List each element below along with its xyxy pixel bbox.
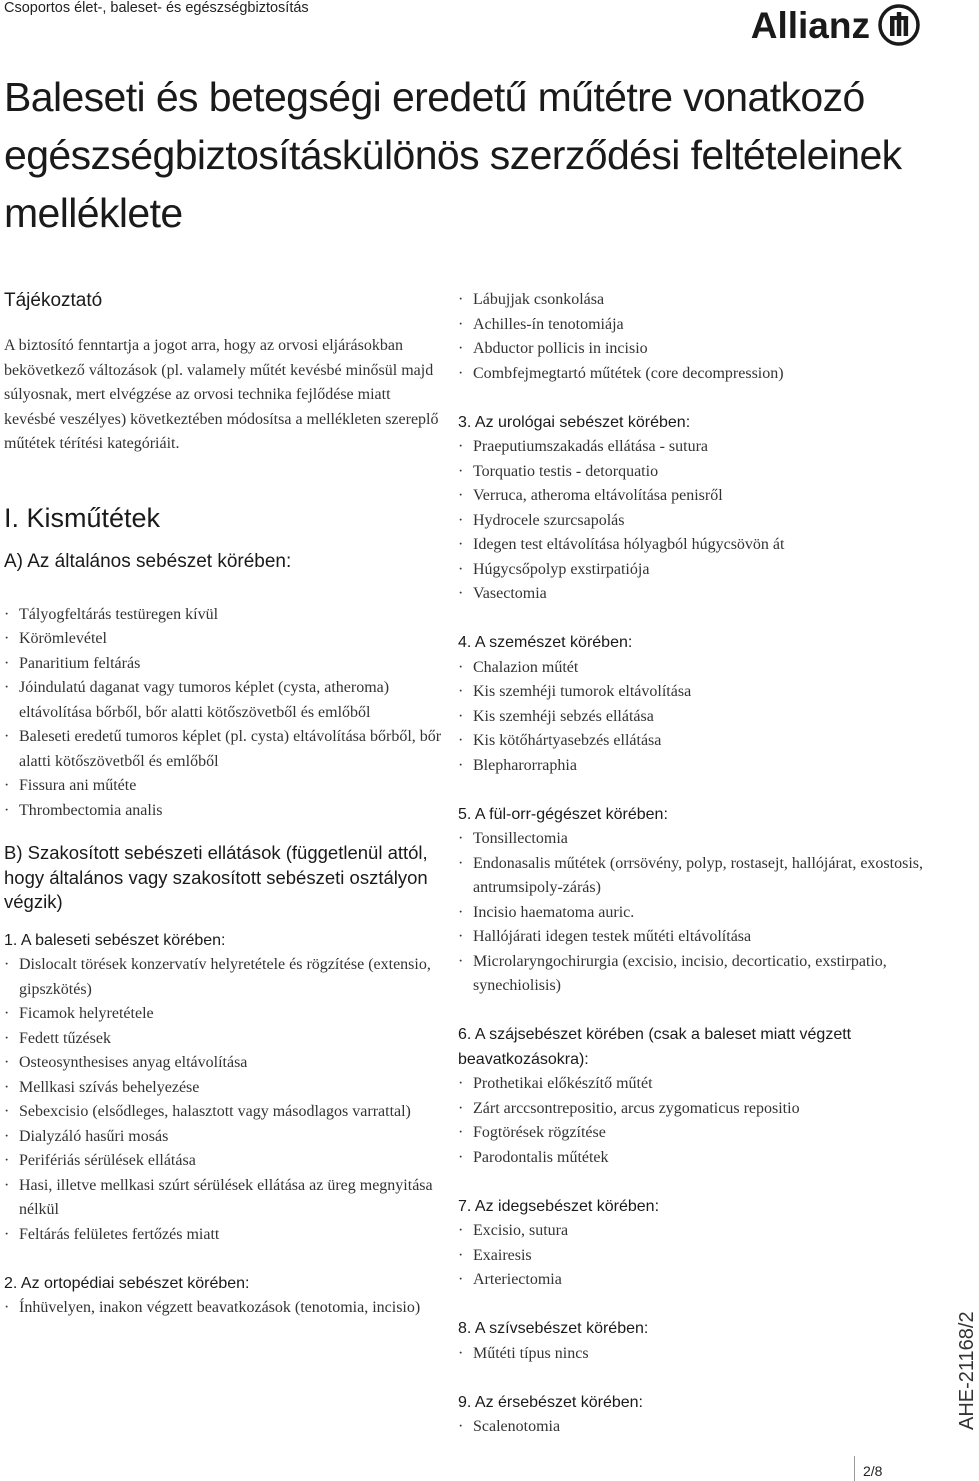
document-code-container: [930, 1311, 978, 1430]
list-item: · Tályogfeltárás testüregen kívül: [4, 603, 444, 628]
group-ful-orr-gegeszet: [458, 803, 948, 999]
group-list: [458, 288, 948, 386]
list-item: · Chalazion műtét: [458, 656, 948, 681]
list-item: · Thrombectomia analis: [4, 799, 444, 824]
group-list: [458, 435, 948, 607]
list-item: · Praeputiumszakadás ellátása - sutura: [458, 435, 948, 460]
group-list: [458, 1072, 948, 1170]
group-list: [458, 656, 948, 779]
list-item: · Sebexcisio (elsődleges, halasztott vagy másodlagos varrattal): [4, 1100, 444, 1125]
group-list: [458, 1415, 948, 1440]
list-item: · Prothetikai előkészítő műtét: [458, 1072, 948, 1097]
group-szemeszet: [458, 631, 948, 778]
group-heading: 5. A fül-orr-gégészet körében:: [458, 805, 668, 823]
group-list: [458, 1342, 948, 1367]
group-ortopediai-continued: [458, 288, 948, 386]
group-heading: 3. Az urológai sebészet körében:: [458, 413, 691, 431]
left-column: [4, 282, 444, 1321]
page-title: Baleseti és betegségi eredetű műtétre vonatkozó egészségbiztosításkülönös szerződési feltételeinek melléklete: [4, 74, 902, 236]
list-item: · Exairesis: [458, 1244, 948, 1269]
info-text-block: [4, 334, 444, 457]
list-item: · Kis szemhéji sebzés ellátása: [458, 705, 948, 730]
document-code: AHE-21168/2: [956, 1311, 978, 1430]
list-item: · Dialyzáló hasűri mosás: [4, 1125, 444, 1150]
list-item: · Baleseti eredetű tumoros képlet (pl. cysta) eltávolítása bőrből, bőr alatti kötőszövetből és emlőből: [4, 725, 444, 774]
list-item: · Dislocalt törések konzervatív helyretétele és rögzítése (extensio, gipszkötés): [4, 953, 444, 1002]
list-item: · Tonsillectomia: [458, 827, 948, 852]
group-idegsebeszet: [458, 1195, 948, 1293]
list-item: · Osteosynthesises anyag eltávolítása: [4, 1051, 444, 1076]
header-category: Csoportos élet-, baleset- és egészségbiztosítás: [4, 0, 309, 16]
group-list: [4, 1296, 444, 1321]
page-number-divider: [854, 1456, 855, 1481]
list-item: · Combfejmegtartó műtétek (core decompression): [458, 362, 948, 387]
list-item: · Hasi, illetve mellkasi szúrt sérülések ellátása az üreg megnyitása nélkül: [4, 1174, 444, 1223]
allianz-logo: [751, 4, 920, 46]
info-text: A biztosító fenntartja a jogot arra, hogy az orvosi eljárásokban bekövetkező változások (pl. valamely műtét kevésbé minősül majd súlyosnak, mert elvégzése az orvosi technika fejlődése miatt kevésbé veszélyes) következtében módosítsa a mellékleten szereplő műtétek térítési kategóriáit.: [4, 337, 439, 452]
allianz-eagle-icon: [878, 4, 920, 46]
list-item: · Fedett tűzések: [4, 1027, 444, 1052]
list-item: · Incisio haematoma auric.: [458, 901, 948, 926]
list-item: · Achilles-ín tenotomiája: [458, 313, 948, 338]
list-item: · Hallójárati idegen testek műtéti eltávolítása: [458, 925, 948, 950]
group-heading: 8. A szívsebészet körében:: [458, 1320, 649, 1337]
list-item: · Jóindulatú daganat vagy tumoros képlet (cysta, atheroma) eltávolítása bőrből, bőr alatti kötőszövetből és emlőből: [4, 676, 444, 725]
page-number: 2/8: [863, 1463, 883, 1479]
group-heading: 6. A szájsebészet körében (csak a baleset miatt végzett beavatkozásokra):: [458, 1026, 852, 1068]
list-item: · Verruca, atheroma eltávolítása penisről: [458, 484, 948, 509]
group-list: [458, 1219, 948, 1293]
group-heading: 2. Az ortopédiai sebészet körében:: [4, 1274, 250, 1292]
list-item: · Scalenotomia: [458, 1415, 948, 1440]
list-item: · Microlaryngochirurgia (excisio, incisio, decorticatio, exstirpatio, synechiolisis): [458, 950, 948, 999]
list-item: · Feltárás felületes fertőzés miatt: [4, 1223, 444, 1248]
list-item: · Fogtörések rögzítése: [458, 1121, 948, 1146]
list-item: · Panaritium feltárás: [4, 652, 444, 677]
list-item: · Zárt arccsontrepositio, arcus zygomaticus repositio: [458, 1097, 948, 1122]
list-item: · Körömlevétel: [4, 627, 444, 652]
group-heading: 7. Az idegsebészet körében:: [458, 1197, 660, 1215]
group-baleseti-sebeszet: [4, 929, 444, 1248]
list-item: · Kis szemhéji tumorok eltávolítása: [458, 680, 948, 705]
group-list: [4, 953, 444, 1247]
group-ersebeszet: [458, 1391, 948, 1440]
group-heading: 9. Az érsebészet körében:: [458, 1393, 643, 1411]
group-szivsebeszet: [458, 1317, 948, 1366]
group-heading: 4. A szemészet körében:: [458, 634, 633, 651]
group-szajsebeszet: [458, 1023, 948, 1170]
info-heading: Tájékoztató: [4, 290, 103, 311]
section-heading-kismutetek: I. Kisműtétek: [4, 502, 161, 533]
list-item: · Lábujjak csonkolása: [458, 288, 948, 313]
list-item: · Mellkasi szívás behelyezése: [4, 1076, 444, 1101]
list-item: · Arteriectomia: [458, 1268, 948, 1293]
list-item: · Húgycsőpolyp exstirpatiója: [458, 558, 948, 583]
list-subsection-a: [4, 603, 444, 824]
list-item: · Műtéti típus nincs: [458, 1342, 948, 1367]
right-column: [458, 288, 948, 1464]
logo-wordmark: Allianz: [750, 4, 870, 46]
group-list: [458, 827, 948, 999]
list-item: · Endonasalis műtétek (orrsövény, polyp, rostasejt, hallójárat, exostosis, antrumsipoly-zárás): [458, 852, 948, 901]
list-item: · Blepharorraphia: [458, 754, 948, 779]
subsection-b-heading: B) Szakosított sebészeti ellátások (függetlenül attól, hogy általános vagy szakosított sebészeti osztályon végzik): [4, 842, 428, 912]
list-item: · Vasectomia: [458, 582, 948, 607]
group-heading: 1. A baleseti sebészet körében:: [4, 931, 226, 949]
list-item: · Hydrocele szurcsapolás: [458, 509, 948, 534]
list-item: · Fissura ani műtéte: [4, 774, 444, 799]
list-item: · Parodontalis műtétek: [458, 1146, 948, 1171]
list-item: · Torquatio testis - detorquatio: [458, 460, 948, 485]
list-item: · Abductor pollicis in incisio: [458, 337, 948, 362]
list-item: · Perifériás sérülések ellátása: [4, 1149, 444, 1174]
subsection-a-heading: A) Az általános sebészet körében:: [4, 550, 292, 572]
list-item: · Ficamok helyretétele: [4, 1002, 444, 1027]
list-item: · Excisio, sutura: [458, 1219, 948, 1244]
list-item: · Ínhüvelyen, inakon végzett beavatkozások (tenotomia, incisio): [4, 1296, 444, 1321]
list-item: · Idegen test eltávolítása hólyagból húgycsövön át: [458, 533, 948, 558]
group-ortopediai-sebeszet: [4, 1272, 444, 1321]
group-urologiai-sebeszet: [458, 411, 948, 607]
list-item: · Kis kötőhártyasebzés ellátása: [458, 729, 948, 754]
